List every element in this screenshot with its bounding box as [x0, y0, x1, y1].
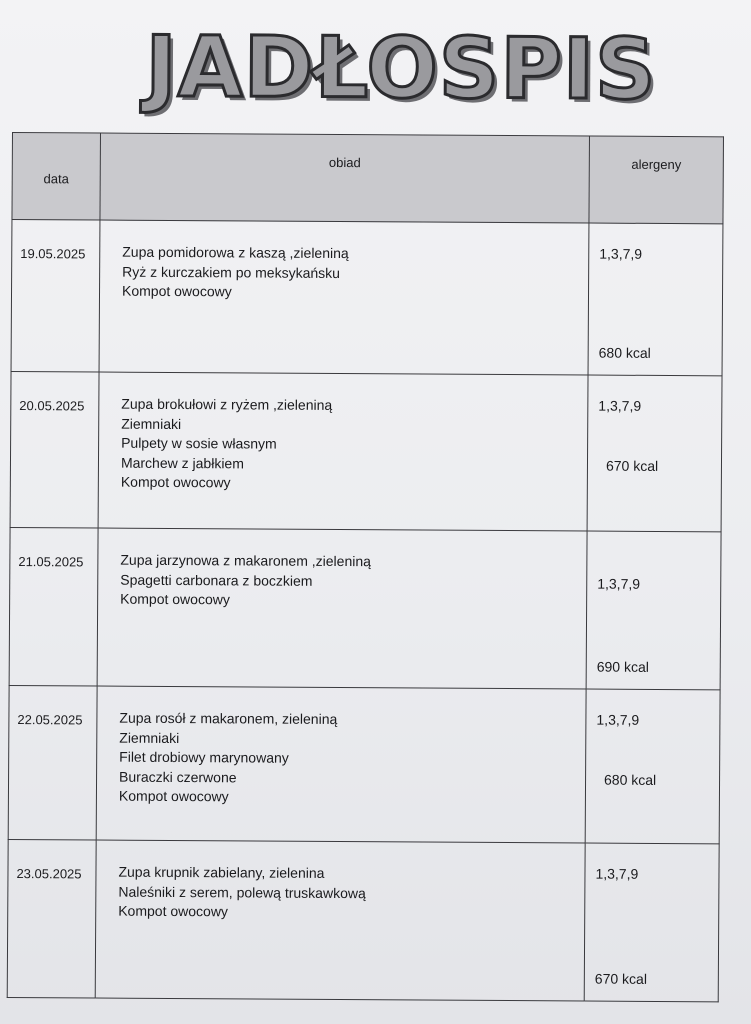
allergen-codes: 1,3,7,9	[598, 397, 642, 414]
dish-item: Zupa brokułowi z ryżem ,zieleniną	[121, 395, 333, 413]
dish-item: Marchew z jabłkiem	[120, 454, 244, 471]
dish-item: Kompot owocowy	[120, 473, 231, 491]
column-header-meal: obiad	[100, 133, 590, 223]
dish-item: Buraczki czerwone	[119, 768, 237, 785]
allergens-cell	[585, 689, 720, 844]
date-cell: 19.05.2025	[11, 220, 100, 373]
meal-cell	[97, 528, 587, 689]
meal-cell	[96, 686, 586, 843]
date-cell: 20.05.2025	[10, 371, 99, 528]
dish-item: Zupa krupnik zabielany, zielenina	[118, 863, 325, 881]
dish-item: Ziemniaki	[121, 415, 182, 432]
table-row	[9, 527, 721, 689]
dish-item: Zupa rosół z makaronem, zieleniną	[119, 709, 338, 727]
table-header-row	[12, 133, 724, 224]
meal-cell	[98, 372, 588, 531]
dish-item: Spagetti carbonara z boczkiem	[120, 571, 313, 589]
table-row	[11, 220, 723, 376]
table-row	[7, 839, 719, 1001]
column-header-allergens: alergeny	[589, 136, 724, 224]
date-cell: 21.05.2025	[9, 527, 98, 686]
kcal-value: 690 kcal	[596, 658, 649, 675]
page-title: JADŁOSPIS	[145, 17, 657, 119]
allergens-cell	[584, 843, 719, 1002]
dish-item: Filet drobiowy marynowany	[119, 748, 289, 766]
date-cell: 22.05.2025	[8, 685, 97, 840]
kcal-value: 670 kcal	[605, 457, 659, 474]
dish-item: Pulpety w sosie własnym	[121, 434, 277, 452]
dish-item: Ziemniaki	[119, 729, 180, 746]
allergens-cell	[587, 375, 722, 532]
table-row	[10, 371, 722, 531]
kcal-value: 680 kcal	[598, 344, 651, 361]
table-row	[8, 685, 720, 843]
menu-table	[7, 132, 724, 1002]
column-header-date: data	[12, 133, 101, 221]
dish-item: Kompot owocowy	[118, 902, 229, 920]
kcal-value: 680 kcal	[604, 771, 657, 788]
allergens-cell	[586, 531, 721, 690]
allergens-cell	[588, 223, 723, 376]
allergen-codes: 1,3,7,9	[599, 245, 643, 262]
date-cell: 23.05.2025	[7, 839, 96, 998]
dish-item: Naleśniki z serem, polewą truskawkową	[118, 883, 366, 901]
allergen-codes: 1,3,7,9	[596, 711, 640, 728]
allergen-codes: 1,3,7,9	[597, 575, 641, 592]
meal-cell	[95, 840, 585, 1001]
allergen-codes: 1,3,7,9	[595, 865, 639, 882]
dish-item: Zupa jarzynowa z makaronem ,zieleniną	[120, 551, 372, 570]
dish-item: Zupa pomidorowa z kaszą ,zieleniną	[122, 243, 349, 262]
kcal-value: 670 kcal	[594, 970, 648, 987]
dish-item: Kompot owocowy	[118, 787, 229, 805]
dish-item: Ryż z kurczakiem po meksykańsku	[122, 263, 341, 281]
dish-item: Kompot owocowy	[120, 590, 230, 608]
dish-item: Kompot owocowy	[121, 282, 232, 300]
meal-cell	[99, 220, 589, 375]
